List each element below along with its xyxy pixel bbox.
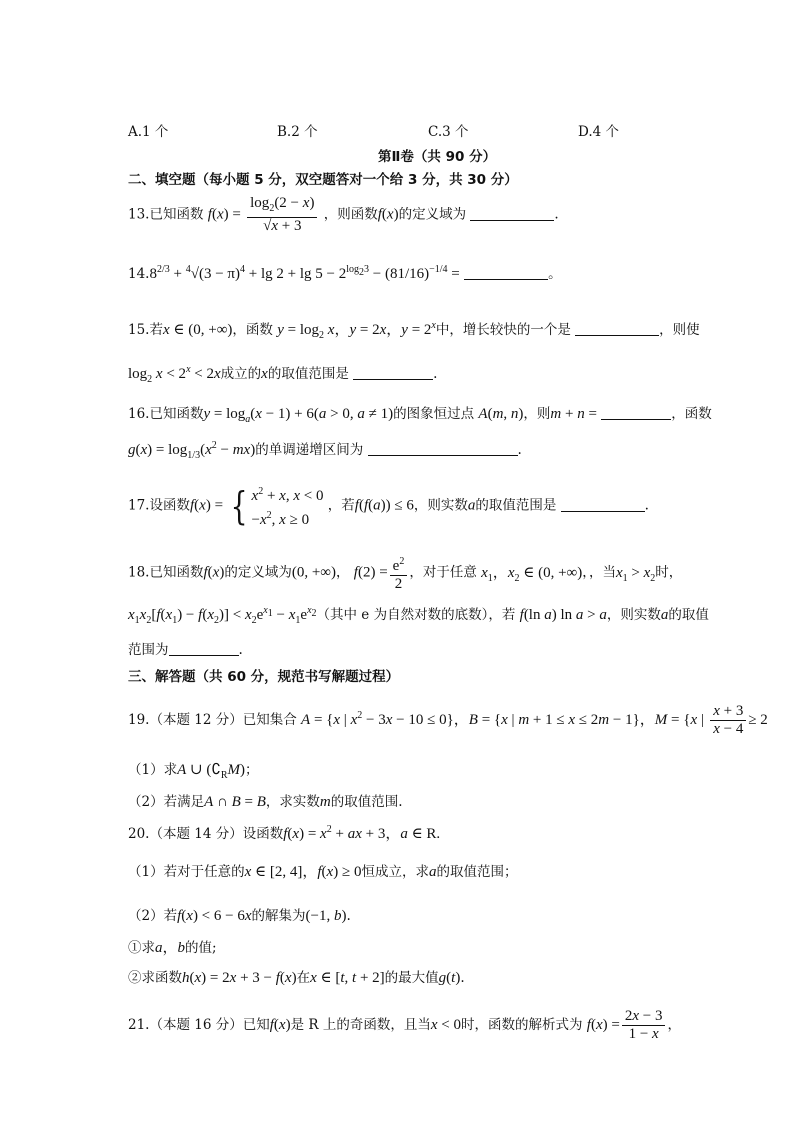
answer-blank[interactable]	[561, 497, 645, 512]
answer-blank[interactable]	[601, 405, 671, 420]
question-17: 17.设函数f(x) = { $x^2 + x$, x < 0 $-x^2$, x ≥ 0 ，若f(f(a)) ≤ 6，则实数a的取值范围是 .	[128, 484, 649, 528]
question-13: 13.已知函数 f(x) = $\frac{\log_2(2 - x)}{√x + 3}$ ，则函数f(x)的定义域为 .	[128, 195, 559, 234]
question-18-line1: 18.已知函数f(x)的定义域为(0, +∞)， f(2) = $\frac{e^2}{2}$ ，对于任意 $x_1$，$x_2$ ∈ (0, +∞)，，当$x_1 > x_2$时，	[128, 553, 682, 593]
question-20-part2: （2）若f(x) < 6 − 6x的解集为(−1, b).	[128, 908, 351, 924]
section3-heading: 三、解答题（共 60 分，规范书写解题过程）	[128, 669, 400, 685]
question-15-line1: 15.若x ∈ (0, +∞)，函数 $y = \log_2 x$，y = 2x，$y = 2^x$中，增长较快的一个是 ，则使	[128, 320, 700, 341]
question-18-line2: $x_1x_2[f(x_1) - f(x_2)] < x_2e^{x_1} - x_1e^{x_2}$（其中 e 为自然对数的底数），若 f(ln a) ln a > a，则实数a的取值	[128, 605, 709, 626]
answer-blank[interactable]	[464, 265, 548, 280]
option-a: A.1 个	[128, 124, 169, 140]
answer-blank[interactable]	[169, 641, 239, 656]
question-19-part2: （2）若满足A ∩ B = B，求实数m的取值范围.	[128, 794, 403, 810]
answer-blank[interactable]	[575, 321, 659, 336]
answer-blank[interactable]	[353, 365, 433, 380]
question-21: 21.（本题 16 分）已知f(x)是 R 上的奇函数，且当x < 0时，函数的解析式为 f(x) = $\frac{2x - 3}{1 - x}$ ，	[128, 1008, 681, 1042]
part2-title: 第Ⅱ卷（共 90 分）	[378, 149, 497, 165]
section2-heading: 二、填空题（每小题 5 分，双空题答对一个给 3 分，共 30 分）	[128, 172, 518, 188]
question-19: 19.（本题 12 分）已知集合 A = {x | $x^2 - 3x - 10 \le 0$}，B = {x | m + 1 ≤ x ≤ 2m − 1}，M = {x | $\frac{x + 3}{x - 4}$ ≥ 2	[128, 703, 768, 737]
question-18-line3: 范围为 .	[128, 642, 243, 658]
option-d: D.4 个	[578, 124, 620, 140]
question-14: $14.8^{2/3} + ^4√(3 - \pi)^4 + \lg 2 + \lg 5 - 2^{log_23} - (81/16)^{-1/4}$ = 。	[128, 264, 562, 282]
option-c: C.3 个	[428, 124, 469, 140]
question-20-part1: （1）若对于任意的x ∈ [2, 4]，f(x) ≥ 0恒成立，求a的取值范围；	[128, 864, 518, 880]
option-b: B.2 个	[277, 124, 318, 140]
question-15-line2: $\log_2 x < 2^x < 2x$成立的x的取值范围是 .	[128, 364, 438, 385]
question-20: 20.（本题 14 分）设函数$f(x) = x^2$ + ax + 3，a ∈ R.	[128, 824, 441, 842]
answer-blank[interactable]	[470, 206, 554, 221]
question-16-line1: 16.已知函数$y = \log_a(x - 1) + 6(a > 0$, a ≠ 1)的图象恒过点 A(m, n)，则m + n = ，函数	[128, 406, 712, 425]
question-20-sub1: ①求a，b的值;	[128, 940, 217, 956]
answer-blank[interactable]	[368, 441, 518, 456]
question-19-part1: （1）求A ∪ $(∁_RM)$；	[128, 762, 259, 781]
question-16-line2: $g(x) = \log_{1/3}(x^2 - mx)$的单调递增区间为 .	[128, 440, 522, 461]
question-20-sub2: ②求函数h(x) = 2x + 3 − f(x)在x ∈ [t, t + 2]的最大值g(t).	[128, 970, 465, 986]
